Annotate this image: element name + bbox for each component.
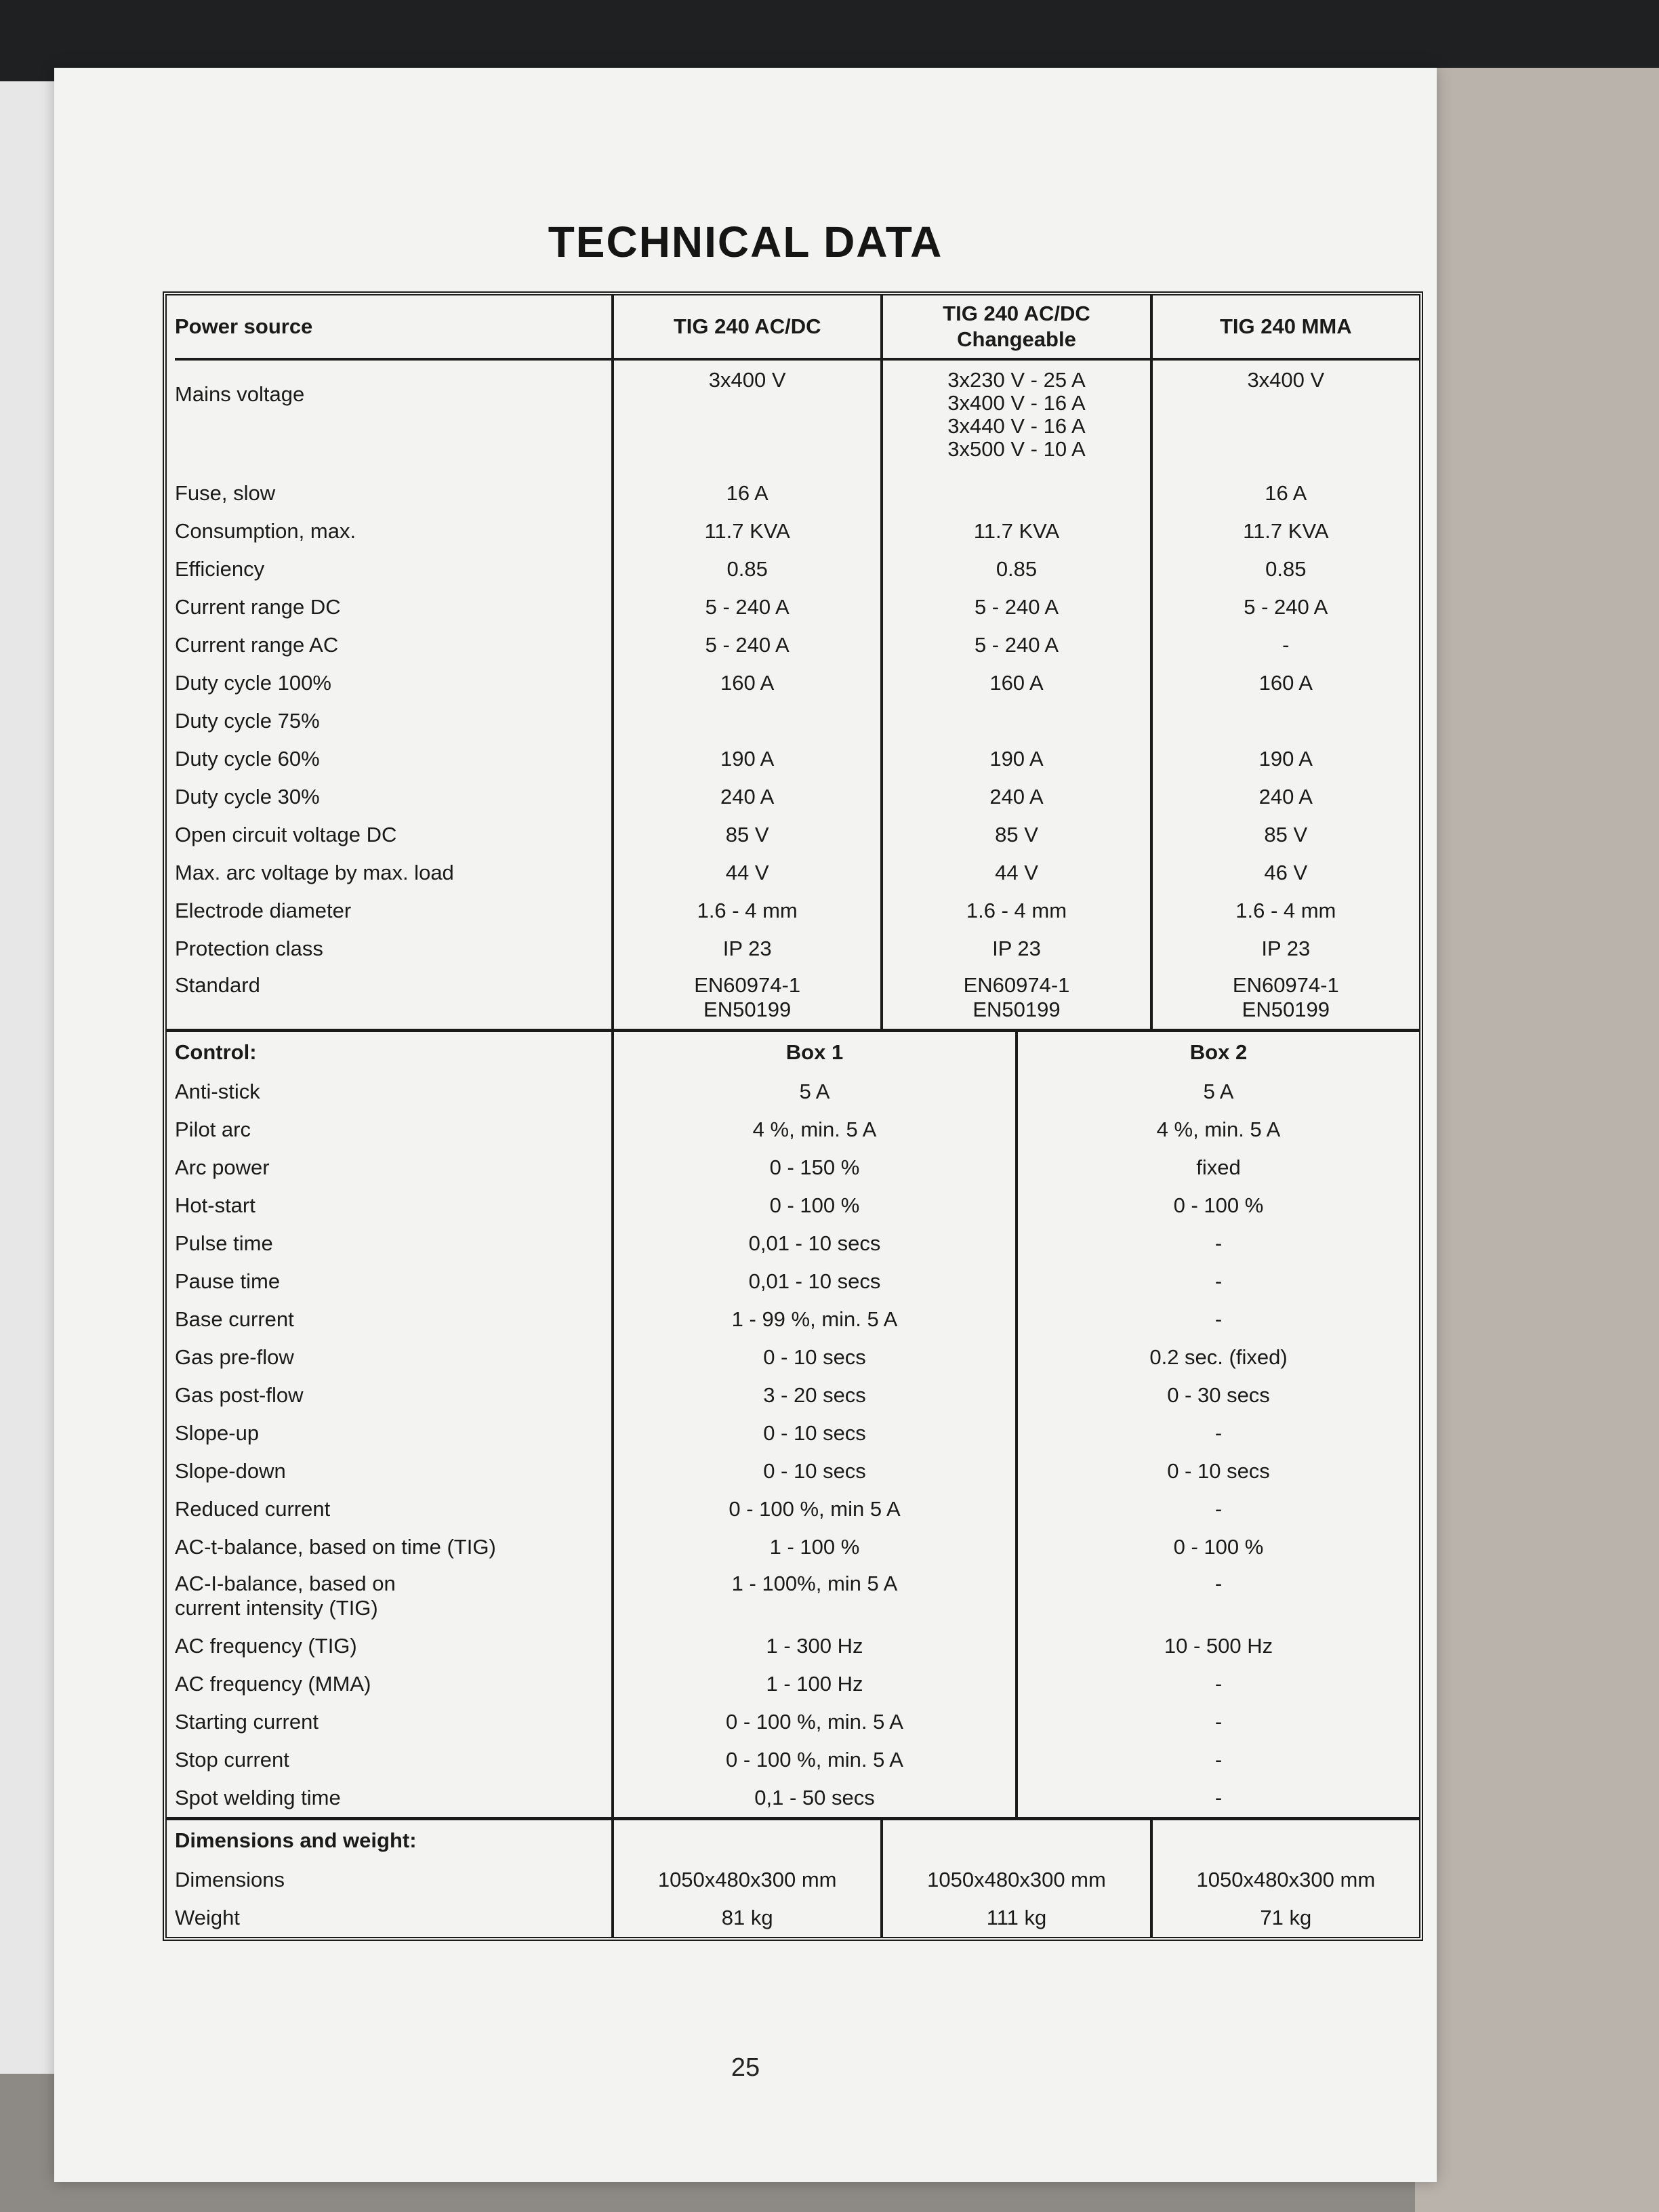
value-cell: EN60974-1 EN50199 [1232, 973, 1339, 1021]
value-cell: 190 A [989, 747, 1044, 771]
row-label: AC frequency (MMA) [175, 1672, 371, 1696]
value-cell: 0 - 100 %, min 5 A [729, 1497, 901, 1521]
row-label: Slope-down [175, 1459, 286, 1483]
value-cell: 5 - 240 A [1244, 595, 1328, 619]
value-cell: 3x230 V - 25 A 3x400 V - 16 A 3x440 V - 16 A 3x500 V - 10 A [947, 368, 1086, 461]
value-cell: - [1282, 633, 1290, 657]
value-cell: 1.6 - 4 mm [697, 899, 798, 922]
value-cell: 1.6 - 4 mm [966, 899, 1067, 922]
value-cell: 0 - 150 % [769, 1155, 860, 1179]
row-label: Anti-stick [175, 1080, 260, 1103]
value-cell: 85 V [995, 823, 1038, 846]
value-cell: 0.85 [726, 557, 768, 581]
dimensions-section [167, 1820, 1419, 1937]
row-label: Pulse time [175, 1231, 273, 1255]
dimensions-labels [167, 1820, 614, 1937]
value-cell: 5 - 240 A [974, 633, 1059, 657]
row-label: AC frequency (TIG) [175, 1634, 357, 1658]
dimension-column [1153, 1820, 1419, 1937]
technical-data-table [163, 291, 1423, 1941]
value-cell: 1 - 100 % [769, 1535, 860, 1559]
row-label: Current range AC [175, 633, 339, 657]
page-number: 25 [731, 2053, 760, 2082]
row-label: Weight [175, 1906, 240, 1929]
row-label: Protection class [175, 937, 323, 960]
value-cell: 16 A [1265, 481, 1307, 505]
row-label: Duty cycle 30% [175, 785, 320, 808]
spacer [883, 1820, 1149, 1861]
column-header: TIG 240 AC/DC Changeable [883, 295, 1149, 361]
value-cell: 5 - 240 A [974, 595, 1059, 619]
dimensions-header: Dimensions and weight: [175, 1828, 417, 1852]
row-label: AC-I-balance, based on current intensity (TIG) [175, 1572, 396, 1620]
row-label: Duty cycle 60% [175, 747, 320, 771]
value-cell: 240 A [720, 785, 775, 808]
value-cell: - [1214, 1421, 1223, 1445]
value-cell: 1.6 - 4 mm [1235, 899, 1336, 922]
row-label: Pause time [175, 1269, 281, 1293]
value-cell: 160 A [720, 671, 775, 695]
value-cell: 240 A [989, 785, 1044, 808]
value-cell: 0 - 100 % [1173, 1193, 1264, 1217]
value-cell: 0.85 [996, 557, 1038, 581]
dimension-column [614, 1820, 883, 1937]
value-cell: 0 - 10 secs [763, 1459, 866, 1483]
value-cell: 0 - 10 secs [763, 1421, 866, 1445]
value-cell: 0,01 - 10 secs [748, 1269, 881, 1293]
row-label: Reduced current [175, 1497, 331, 1521]
value-cell: 44 V [725, 861, 769, 884]
row-label: Open circuit voltage DC [175, 823, 397, 846]
column-header: TIG 240 AC/DC [614, 295, 880, 361]
value-cell: 0 - 100 % [769, 1193, 860, 1217]
power-source-values [614, 295, 1419, 1029]
box-column [1018, 1032, 1419, 1817]
value-cell: 4 %, min. 5 A [1156, 1118, 1281, 1141]
row-label: Pilot arc [175, 1118, 251, 1141]
value-cell: 1 - 100 Hz [766, 1672, 863, 1696]
row-label: Arc power [175, 1155, 270, 1179]
row-label: Fuse, slow [175, 481, 276, 505]
value-cell: - [1214, 1269, 1223, 1293]
value-cell [1153, 702, 1419, 740]
column-header: TIG 240 MMA [1153, 295, 1419, 361]
value-cell: - [1214, 1572, 1223, 1595]
value-cell: 1 - 99 %, min. 5 A [731, 1307, 898, 1331]
value-cell: 0 - 100 % [1173, 1535, 1264, 1559]
value-cell: 4 %, min. 5 A [752, 1118, 877, 1141]
value-cell: - [1214, 1231, 1223, 1255]
value-cell: 16 A [726, 481, 769, 505]
row-label: Mains voltage [175, 382, 305, 406]
value-cell: 1050x480x300 mm [927, 1868, 1106, 1891]
value-cell: 0 - 10 secs [763, 1345, 866, 1369]
column-header: Box 1 [785, 1040, 844, 1064]
value-cell: 5 - 240 A [705, 633, 790, 657]
model-column [1153, 295, 1419, 1029]
value-cell: 46 V [1264, 861, 1308, 884]
box-column [614, 1032, 1018, 1817]
value-cell: IP 23 [722, 937, 772, 960]
value-cell: - [1214, 1672, 1223, 1696]
power-source-labels [167, 295, 614, 1029]
power-source-section [167, 295, 1419, 1032]
value-cell: 0 - 100 %, min. 5 A [726, 1748, 903, 1771]
value-cell: - [1214, 1497, 1223, 1521]
value-cell: 10 - 500 Hz [1164, 1634, 1273, 1658]
row-label: Current range DC [175, 595, 341, 619]
value-cell: 0,1 - 50 secs [754, 1786, 875, 1809]
value-cell: 190 A [720, 747, 775, 771]
row-label: Standard [175, 973, 260, 997]
row-label: Starting current [175, 1710, 319, 1734]
value-cell: 160 A [1258, 671, 1313, 695]
value-cell: 1050x480x300 mm [657, 1868, 837, 1891]
row-label: AC-t-balance, based on time (TIG) [175, 1535, 496, 1559]
row-label: Slope-up [175, 1421, 260, 1445]
value-cell: 190 A [1258, 747, 1313, 771]
value-cell: 0.85 [1265, 557, 1307, 581]
control-values [614, 1032, 1419, 1817]
value-cell: 0 - 10 secs [1167, 1459, 1270, 1483]
value-cell: 81 kg [721, 1906, 773, 1929]
value-cell: 5 A [1203, 1080, 1234, 1103]
value-cell: - [1214, 1307, 1223, 1331]
dimension-column [883, 1820, 1152, 1937]
value-cell: 0,01 - 10 secs [748, 1231, 881, 1255]
value-cell: 1050x480x300 mm [1196, 1868, 1376, 1891]
value-cell: - [1214, 1748, 1223, 1771]
row-label: Gas pre-flow [175, 1345, 294, 1369]
value-cell: EN60974-1 EN50199 [963, 973, 1070, 1021]
value-cell: 85 V [725, 823, 769, 846]
spacer [614, 1820, 880, 1861]
dimensions-values [614, 1820, 1419, 1937]
value-cell: 3 - 20 secs [763, 1383, 866, 1407]
value-cell: 111 kg [986, 1906, 1047, 1929]
row-label: Duty cycle 100% [175, 671, 331, 695]
row-label: Base current [175, 1307, 294, 1331]
value-cell: 3x400 V [1247, 368, 1325, 392]
value-cell: 44 V [995, 861, 1038, 884]
row-label: Dimensions [175, 1868, 285, 1891]
model-column [883, 295, 1152, 1029]
value-cell [614, 702, 880, 740]
column-header: Box 2 [1189, 1040, 1248, 1064]
row-label: Consumption, max. [175, 519, 356, 543]
value-cell: EN60974-1 EN50199 [694, 973, 801, 1021]
row-label: Duty cycle 75% [175, 709, 320, 733]
control-labels [167, 1032, 614, 1817]
spacer [1153, 1820, 1419, 1861]
row-label: Spot welding time [175, 1786, 341, 1809]
row-label: Gas post-flow [175, 1383, 304, 1407]
power-source-header: Power source [175, 295, 611, 361]
value-cell: 1 - 300 Hz [766, 1634, 863, 1658]
value-cell [883, 474, 1149, 512]
row-label: Max. arc voltage by max. load [175, 861, 454, 884]
page-title: TECHNICAL DATA [548, 218, 943, 266]
value-cell: - [1214, 1786, 1223, 1809]
value-cell: 71 kg [1260, 1906, 1312, 1929]
value-cell [883, 702, 1149, 740]
value-cell: 160 A [989, 671, 1044, 695]
value-cell: 0 - 100 %, min. 5 A [726, 1710, 903, 1734]
row-label: Stop current [175, 1748, 289, 1771]
value-cell: - [1214, 1710, 1223, 1734]
value-cell: 5 A [799, 1080, 830, 1103]
background-wall [1415, 68, 1659, 2212]
value-cell: 11.7 KVA [704, 519, 790, 543]
value-cell: 85 V [1264, 823, 1308, 846]
control-section [167, 1032, 1419, 1820]
value-cell: 11.7 KVA [1243, 519, 1329, 543]
value-cell: 5 - 240 A [705, 595, 790, 619]
value-cell: 0 - 30 secs [1167, 1383, 1270, 1407]
value-cell: 11.7 KVA [973, 519, 1060, 543]
value-cell: 1 - 100%, min 5 A [731, 1572, 898, 1595]
row-label: Efficiency [175, 557, 265, 581]
row-label: Hot-start [175, 1193, 255, 1217]
value-cell: IP 23 [992, 937, 1041, 960]
value-cell: fixed [1196, 1155, 1241, 1179]
control-header: Control: [175, 1040, 257, 1064]
value-cell: IP 23 [1261, 937, 1311, 960]
manual-page [54, 68, 1437, 2182]
value-cell: 3x400 V [708, 368, 786, 392]
value-cell: 240 A [1258, 785, 1313, 808]
row-label: Electrode diameter [175, 899, 352, 922]
model-column [614, 295, 883, 1029]
value-cell: 0.2 sec. (fixed) [1149, 1345, 1288, 1369]
